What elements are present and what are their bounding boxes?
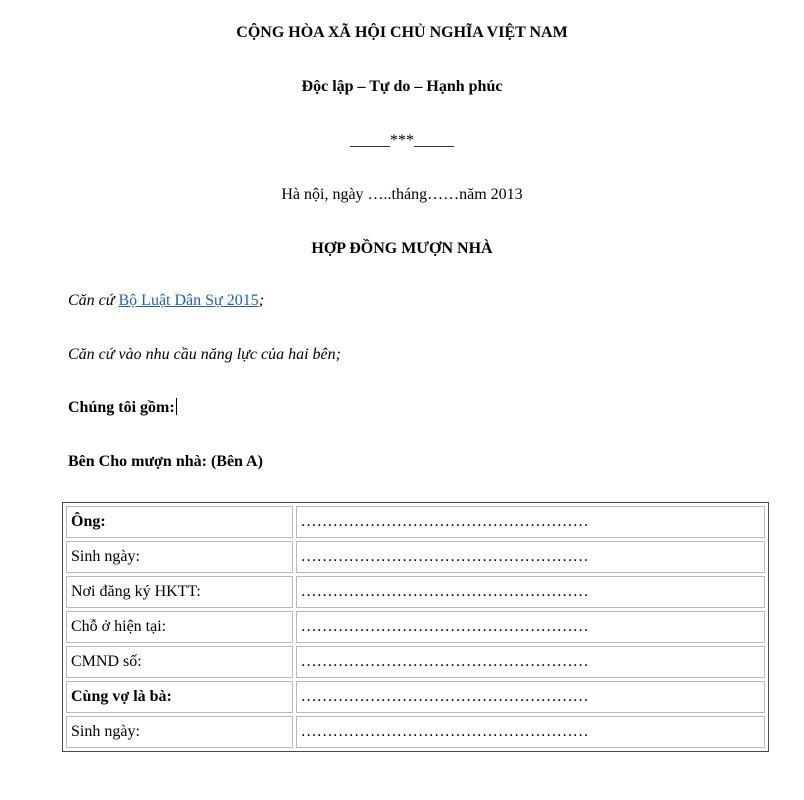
parties-heading-line[interactable] xyxy=(68,398,177,418)
table-row xyxy=(66,681,765,713)
row-value-field[interactable]: ……………………………………………… xyxy=(296,681,765,713)
legal-basis-suffix: ; xyxy=(258,292,265,309)
table-row xyxy=(66,611,765,643)
row-value-field[interactable]: ……………………………………………… xyxy=(296,716,765,748)
national-motto: Độc lập – Tự do – Hạnh phúc xyxy=(301,78,503,95)
row-label: Sinh ngày: xyxy=(66,716,293,748)
table-row xyxy=(66,646,765,678)
row-value-field[interactable]: ……………………………………………… xyxy=(296,646,765,678)
table-row xyxy=(66,541,765,573)
legal-basis-prefix: Căn cứ xyxy=(68,292,119,309)
party-a-info-table xyxy=(62,502,769,752)
contract-title: HỢP ĐỒNG MƯỢN NHÀ xyxy=(311,240,493,257)
parties-heading: Chúng tôi gồm: xyxy=(68,399,175,416)
row-label: Cùng vợ là bà: xyxy=(66,681,293,713)
legal-basis-line xyxy=(68,291,264,311)
table-row xyxy=(66,576,765,608)
row-label: Ông: xyxy=(66,506,293,538)
row-value-field[interactable]: ……………………………………………… xyxy=(296,611,765,643)
date-line: Hà nội, ngày …..tháng……năm 2013 xyxy=(281,186,523,203)
row-label: Nơi đăng ký HKTT: xyxy=(66,576,293,608)
party-a-rows xyxy=(66,506,765,748)
row-label: CMND số: xyxy=(66,646,293,678)
row-value-field[interactable]: ……………………………………………… xyxy=(296,541,765,573)
heading-divider: _____***_____ xyxy=(350,132,454,149)
row-label: Sinh ngày: xyxy=(66,541,293,573)
table-row xyxy=(66,506,765,538)
party-a-heading: Bên Cho mượn nhà: (Bên A) xyxy=(68,453,263,470)
civil-code-link[interactable]: Bộ Luật Dân Sự 2015 xyxy=(118,292,259,309)
text-cursor xyxy=(176,398,177,415)
table-row xyxy=(66,716,765,748)
needs-basis-line: Căn cứ vào nhu cầu năng lực của hai bên; xyxy=(68,346,341,363)
country-name-heading: CỘNG HÒA XÃ HỘI CHỦ NGHĨA VIỆT NAM xyxy=(236,24,568,41)
row-value-field[interactable]: ……………………………………………… xyxy=(296,576,765,608)
row-label: Chỗ ở hiện tại: xyxy=(66,611,293,643)
row-value-field[interactable]: ……………………………………………… xyxy=(296,506,765,538)
